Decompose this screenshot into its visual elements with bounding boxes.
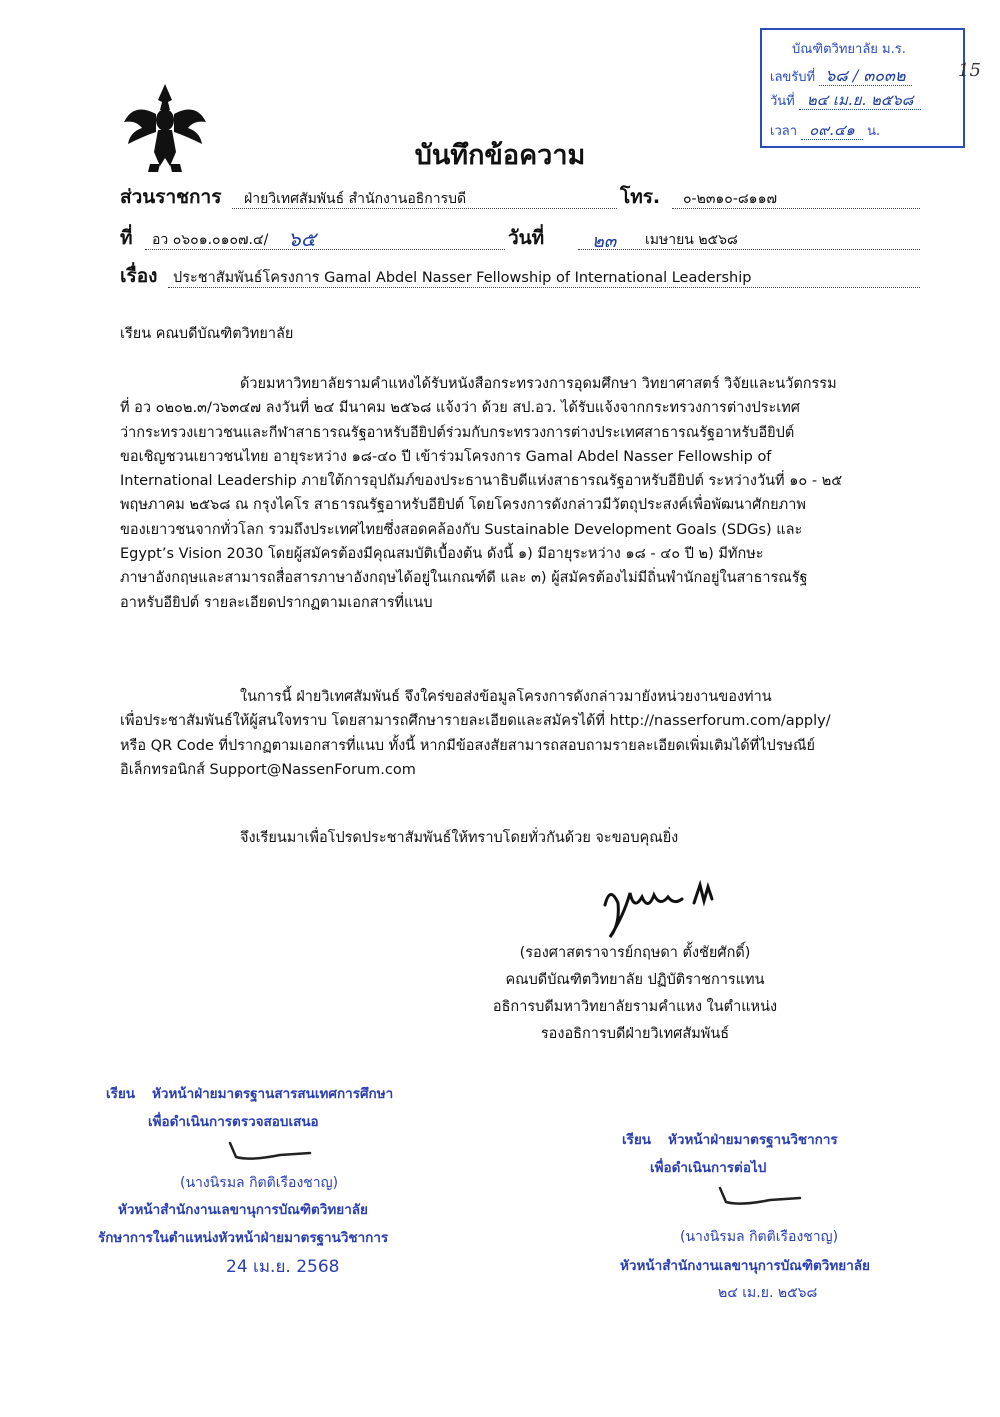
- right-note-title-1: หัวหน้าสำนักงานเลขานุการบัณฑิตวิทยาลัย: [620, 1258, 870, 1274]
- left-note-title-2: รักษาการในตำแหน่งหัวหน้าฝ่ายมาตรฐานวิชาการ: [98, 1230, 389, 1246]
- date-dotted-line: [578, 248, 920, 250]
- stamp-date-row: [770, 88, 921, 112]
- phone-label: โทร.: [620, 186, 661, 208]
- right-note-signature: [710, 1180, 810, 1215]
- body-line: ของเยาวชนจากทั่วโลก รวมถึงประเทศไทยซึ่งสอดคล้องกับ Sustainable Development Goals (SDGs) และ: [120, 521, 803, 538]
- signature-image: [590, 875, 740, 945]
- right-note-to-label: เรียน: [622, 1132, 652, 1148]
- subject-label: เรื่อง: [120, 265, 158, 287]
- left-note-signature: [220, 1135, 320, 1170]
- subject-dotted-line: [168, 286, 920, 288]
- receipt-stamp: [760, 28, 965, 148]
- agency-label: ส่วนราชการ: [120, 186, 222, 208]
- body-line: พฤษภาคม ๒๕๖๘ ณ กรุงไคโร สาธารณรัฐอาหรับอียิปต์ โดยโครงการดังกล่าวมีวัตถุประสงค์เพื่อพัฒนาศักยภาพ: [120, 497, 806, 514]
- stamp-time-suffix: น.: [867, 124, 881, 139]
- left-note-purpose: เพื่อดำเนินการตรวจสอบเสนอ: [148, 1114, 319, 1130]
- ref-handwritten-number: ๖๕: [288, 227, 316, 251]
- stamp-date-label: วันที่: [770, 94, 795, 109]
- stamp-receipt-label: เลขรับที่: [770, 70, 816, 85]
- phone-dotted-line: [672, 207, 920, 209]
- left-note-name: (นางนิรมล กิตติเรืองชาญ): [180, 1175, 339, 1191]
- body-line: ด้วยมหาวิทยาลัยรามคำแหงได้รับหนังสือกระทรวงการอุดมศึกษา วิทยาศาสตร์ วิจัยและนวัตกรรม: [240, 376, 837, 392]
- stamp-receipt-row: [770, 64, 912, 89]
- body-paragraph-1: [120, 372, 920, 615]
- body-line: หรือ QR Code ที่ปรากฏตามเอกสารที่แนบ ทั้งนี้ หากมีข้อสงสัยสามารถสอบถามรายละเอียดเพิ่มเติมได้ที่ไปรษณีย์: [120, 737, 816, 754]
- left-note-to: หัวหน้าฝ่ายมาตรฐานสารสนเทศการศึกษา: [152, 1086, 394, 1102]
- signatory-title-3: รองอธิการบดีฝ่ายวิเทศสัมพันธ์: [540, 1026, 730, 1042]
- body-line: อาหรับอียิปต์ รายละเอียดปรากฏตามเอกสารที่แนบ: [120, 594, 433, 611]
- ref-label: ที่: [120, 227, 133, 249]
- signature-block: [400, 940, 870, 1048]
- stamp-date-value: ๒๔ เม.ย. ๒๕๖๘: [799, 91, 921, 110]
- right-note-to: หัวหน้าฝ่ายมาตรฐานวิชาการ: [668, 1132, 838, 1148]
- agency-value: ฝ่ายวิเทศสัมพันธ์ สำนักงานอธิการบดี: [244, 191, 467, 207]
- body-line: ขอเชิญชวนเยาวชนไทย อายุระหว่าง ๑๘-๔๐ ปี เข้าร่วมโครงการ Gamal Abdel Nasser Fellowship of: [120, 448, 772, 465]
- signatory-title-2: อธิการบดีมหาวิทยาลัยรามคำแหง ในตำแหน่ง: [492, 999, 778, 1015]
- body-line: ในการนี้ ฝ่ายวิเทศสัมพันธ์ จึงใคร่ขอส่งข้อมูลโครงการดังกล่าวมายังหน่วยงานของท่าน: [240, 689, 772, 705]
- date-month-year: เมษายน ๒๕๖๘: [645, 232, 738, 248]
- ref-value: อว ๐๖๐๑.๐๑๐๗.๔/: [152, 232, 269, 248]
- date-day: ๒๓: [592, 231, 617, 252]
- body-line: ว่ากระทรวงเยาวชนและกีฬาสาธารณรัฐอาหรับอียิปต์ร่วมกับกระทรวงการต่างประเทศสาธารณรัฐอาหรับอียิปต์: [120, 424, 795, 441]
- stamp-receipt-number: ๖๘ / ๓๐๓๒: [819, 66, 911, 86]
- salutation: เรียน คณบดีบัณฑิตวิทยาลัย: [120, 326, 294, 342]
- body-line: อิเล็กทรอนิกส์ Support@NassenForum.com: [120, 761, 416, 778]
- stamp-time-value: ๐๙.๔๑: [801, 121, 863, 140]
- stamp-university: บัณฑิตวิทยาลัย ม.ร.: [792, 42, 906, 57]
- body-line: International Leadership ภายใต้การอุปถัมภ์ของประธานาธิบดีแห่งสาธารณรัฐอาหรับอียิปต์ ระหว่างวันที่ ๑๐ - ๒๕: [120, 473, 843, 490]
- stamp-side-number: 15: [958, 60, 981, 81]
- date-label: วันที่: [508, 227, 545, 249]
- right-note-purpose: เพื่อดำเนินการต่อไป: [650, 1160, 767, 1176]
- body-line: ภาษาอังกฤษและสามารถสื่อสารภาษาอังกฤษได้อยู่ในเกณฑ์ดี และ ๓) ผู้สมัครต้องไม่มีถิ่นพำนักอยู่ในสาธารณรัฐ: [120, 570, 808, 587]
- signatory-title-1: คณบดีบัณฑิตวิทยาลัย ปฏิบัติราชการแทน: [505, 972, 765, 988]
- ref-dotted-line: [145, 248, 505, 250]
- body-line: เพื่อประชาสัมพันธ์ให้ผู้สนใจทราบ โดยสามารถศึกษารายละเอียดและสมัครได้ที่ http://nasserforum.com/apply/: [120, 713, 831, 730]
- left-note-to-label: เรียน: [106, 1086, 136, 1102]
- subject-value: ประชาสัมพันธ์โครงการ Gamal Abdel Nasser Fellowship of International Leadership: [173, 270, 752, 286]
- document-title: บันทึกข้อความ: [414, 140, 586, 171]
- right-note-date: ๒๔ เม.ย. ๒๕๖๘: [718, 1285, 818, 1301]
- body-paragraph-2: [120, 685, 920, 782]
- body-line: ที่ อว ๐๒๐๒.๓/ว๖๓๔๗ ลงวันที่ ๒๔ มีนาคม ๒๕๖๘ แจ้งว่า ด้วย สป.อว. ได้รับแจ้งจากกระทรวงการต่างประเทศ: [120, 400, 800, 417]
- left-note-date: 24 เม.ย. 2568: [226, 1257, 340, 1277]
- right-note-name: (นางนิรมล กิตติเรืองชาญ): [680, 1229, 839, 1245]
- stamp-time-label: เวลา: [770, 124, 798, 139]
- signatory-name: (รองศาสตราจารย์กฤษดา ตั้งชัยศักดิ์): [519, 945, 751, 961]
- phone-value: ๐-๒๓๑๐-๘๑๑๗: [683, 191, 777, 207]
- closing-sentence: จึงเรียนมาเพื่อโปรดประชาสัมพันธ์ให้ทราบโดยทั่วกันด้วย จะขอบคุณยิ่ง: [240, 830, 679, 846]
- body-line: Egypt’s Vision 2030 โดยผู้สมัครต้องมีคุณสมบัติเบื้องต้น ดังนี้ ๑) มีอายุระหว่าง ๑๘ - ๔๐ ปี ๒) มีทักษะ: [120, 546, 764, 563]
- left-note-title-1: หัวหน้าสำนักงานเลขานุการบัณฑิตวิทยาลัย: [118, 1202, 368, 1218]
- agency-dotted-line: [232, 207, 617, 209]
